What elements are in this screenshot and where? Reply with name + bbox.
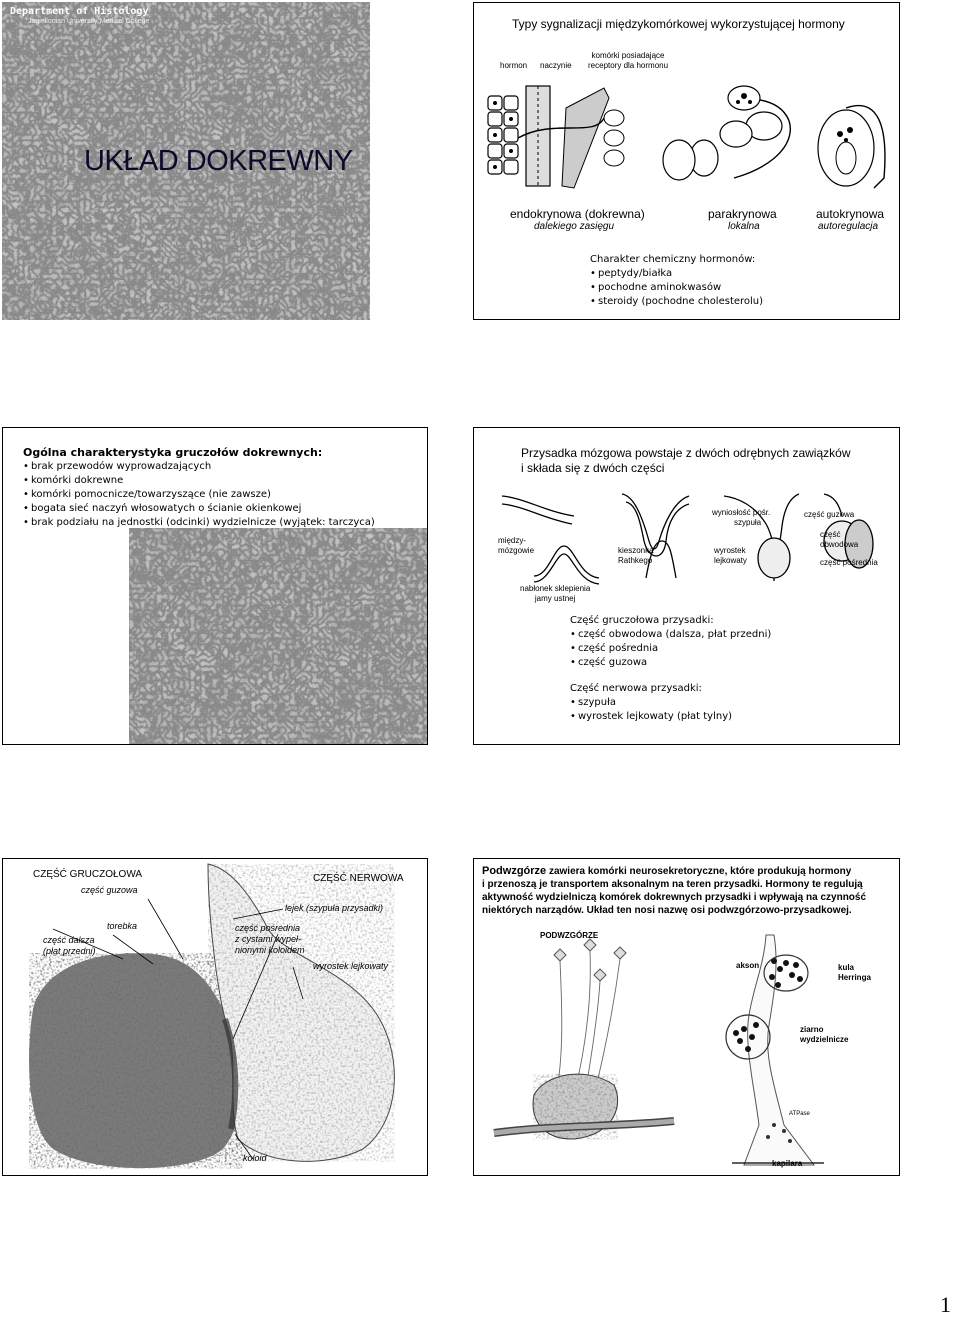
chem-heading: Charakter chemiczny hormonów: (590, 254, 756, 265)
label-nablonek: nabłonek sklepienia jamy ustnej (520, 584, 591, 603)
hypothalamus-diagram (474, 925, 900, 1175)
label-receptory: komórki posiadające receptory dla hormonu (588, 51, 669, 70)
glandular-item: • część pośrednia (570, 642, 771, 656)
nervous-item: • szypuła (570, 696, 771, 710)
type-paracrine-sub: lokalna (728, 221, 760, 232)
characteristics-block (23, 446, 375, 530)
glandular-item: • część guzowa (570, 656, 771, 670)
chem-item: • steroidy (pochodne cholesterolu) (590, 295, 763, 309)
slide-general-characteristics (2, 427, 428, 745)
hypothalamus-text (482, 865, 866, 917)
type-endocrine-name: endokrynowa (dokrewna) (510, 207, 645, 221)
slide-pituitary-section (2, 858, 428, 1176)
glandular-heading: Część gruczołowa przysadki: (570, 615, 714, 626)
label-szypula: szypuła (734, 518, 762, 527)
label-czesc-gruczolowa: CZĘŚĆ GRUCZOŁOWA (33, 869, 143, 880)
label-czesc-dalsza: część dalsza (płat przedni) (43, 935, 96, 956)
label-kieszonka: kieszonka Rathkego (618, 546, 654, 565)
text-line1: zawiera komórki neurosekretoryczne, które produkują hormony (546, 866, 852, 877)
label-wyniosl: wyniosłość pośr. (712, 508, 771, 517)
label-czesc-guzowa: część guzowa (804, 510, 855, 519)
label-czesc-guzowa: część guzowa (81, 885, 138, 895)
label-naczynie: naczynie (540, 61, 572, 70)
type-autocrine-name: autokrynowa (816, 207, 885, 221)
type-autocrine-sub: autoregulacja (818, 221, 879, 232)
label-czesc-nerwowa: CZĘŚĆ NERWOWA (313, 873, 404, 884)
label-czesc-posrednia: część pośrednia z cystami wypeł- nionymi koloidem (235, 923, 305, 955)
label-lejek: lejek (szypuła przysadki) (285, 903, 384, 913)
slide4-title-line1: Przysadka mózgowa powstaje z dwóch odrębnych zawiązków (521, 446, 851, 460)
characteristics-item: • komórki dokrewne (23, 474, 375, 488)
characteristics-item: • brak podziału na jednostki (odcinki) wydzielnicze (wyjątek: tarczyca) (23, 516, 375, 530)
label-akson: akson (736, 961, 760, 970)
characteristics-heading: Ogólna charakterystyka gruczołów dokrewnych: (23, 446, 323, 459)
chem-item: • peptydy/białka (590, 267, 763, 281)
nervous-item: • wyrostek lejkowaty (płat tylny) (570, 710, 771, 724)
label-ziarno: ziarno wydzielnicze (800, 1025, 849, 1044)
label-wyrostek: wyrostek lejkowaty (714, 546, 747, 565)
label-koloid: koloid (243, 1153, 267, 1163)
label-atpase: ATPase (789, 1111, 810, 1117)
label-torebka: torebka (107, 921, 138, 931)
characteristics-item: • bogata sieć naczyń włosowatych o ścianie okienkowej (23, 502, 375, 516)
slide-title (2, 2, 370, 320)
histology-image (129, 528, 427, 744)
type-endocrine-sub: dalekiego zasięgu (534, 221, 615, 232)
slide2-title: Typy sygnalizacji międzykomórkowej wykorzystującej hormony (512, 17, 845, 31)
nervous-heading: Część nerwowa przysadki: (570, 683, 702, 694)
slide-signaling-types (473, 2, 900, 320)
chem-block (590, 253, 763, 309)
text-line3: aktywność wydzielniczą komórek dokrewnych przysadki i wpływają na czynność (482, 892, 867, 903)
glandular-item: • część obwodowa (dalsza, płat przedni) (570, 628, 771, 642)
label-kapilara: kapilara (772, 1159, 803, 1168)
label-czesc-obwodowa: część obwodowa (820, 530, 859, 549)
chem-item: • pochodne aminokwasów (590, 281, 763, 295)
characteristics-item: • brak przewodów wyprowadzających (23, 460, 375, 474)
slide4-title-line2: i składa się z dwóch części (521, 461, 665, 475)
watermark-university: Jagiellonian University Medical College (28, 18, 150, 25)
page-number: 1 (940, 1292, 951, 1317)
characteristics-item: • komórki pomocnicze/towarzyszące (nie zawsze) (23, 488, 375, 502)
slide-hypothalamus (473, 858, 900, 1176)
slide-title-text: UKŁAD DOKREWNY (84, 145, 353, 177)
signaling-diagram (474, 78, 900, 198)
glandular-block (570, 614, 771, 724)
type-paracrine-name: parakrynowa (708, 207, 777, 221)
text-line2: i przenoszą je transportem aksonalnym na teren przysadki. Hormony te regulują (482, 879, 863, 890)
label-kula-herringa: kula Herringa (838, 963, 871, 982)
label-podwzgorze: PODWZGÓRZE (540, 931, 599, 940)
text-line4: niektórych narządów. Układ ten nosi nazwę osi podwzgórzowo-przysadkowej. (482, 905, 852, 916)
watermark-department: Department of Histology (10, 6, 149, 17)
label-wyrostek-lejkowaty: wyrostek lejkowaty (313, 961, 389, 971)
label-czesc-posrednia: część pośrednia (820, 558, 878, 567)
label-miedzymozgowie: między- mózgowie (498, 536, 535, 555)
text-podwzgorze: Podwzgórze (482, 865, 547, 877)
slide-pituitary-development (473, 427, 900, 745)
label-hormon: hormon (500, 61, 528, 70)
